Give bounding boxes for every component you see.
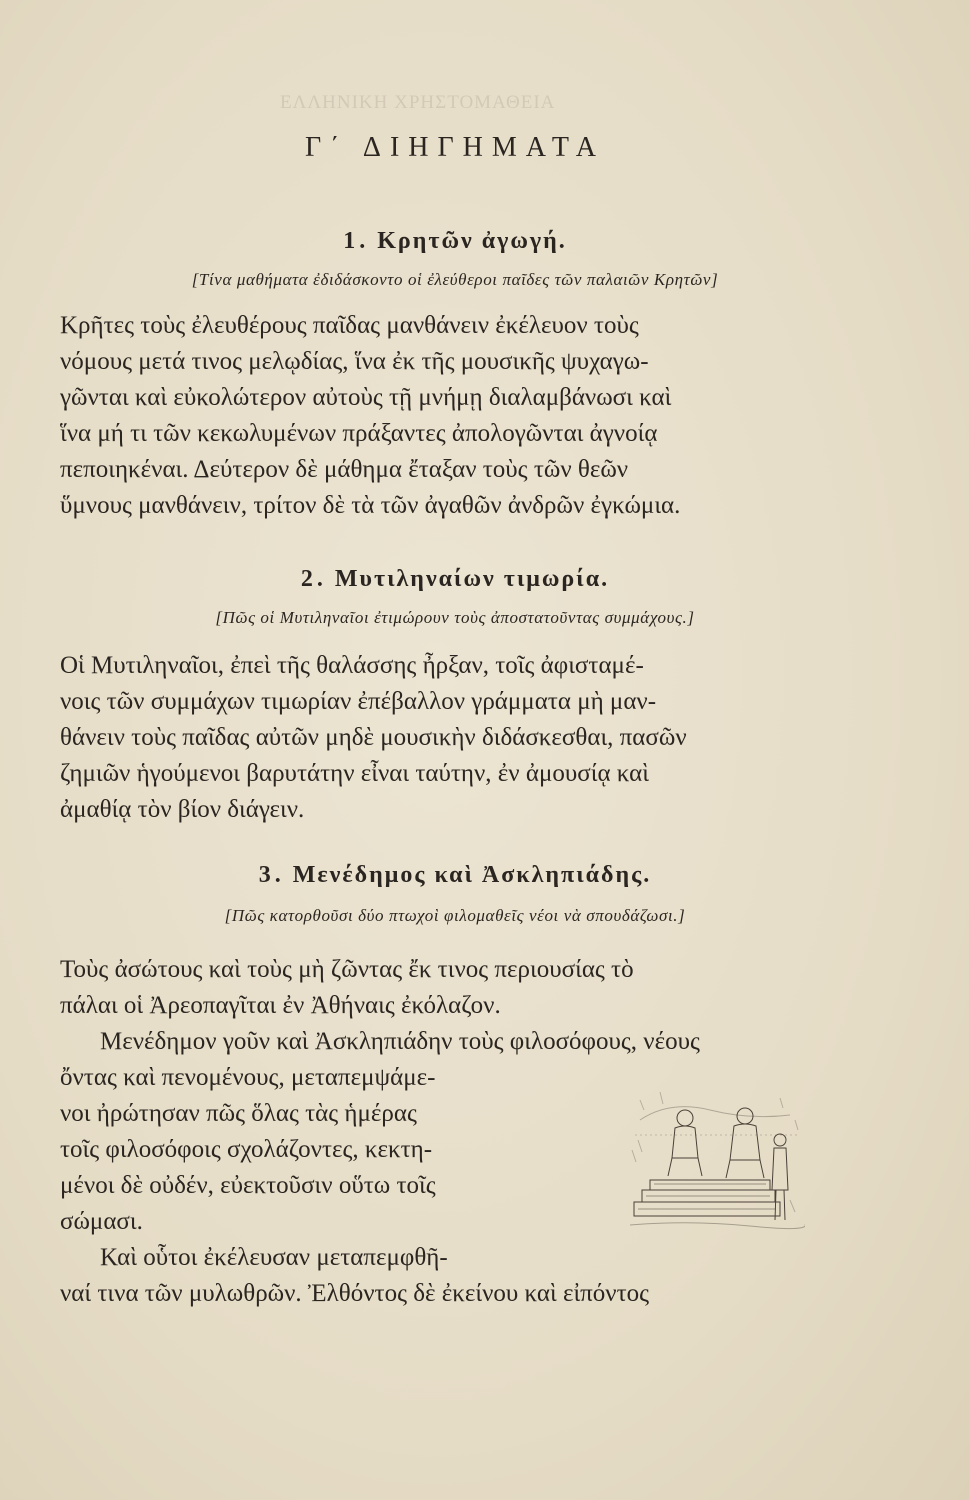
section-3-continuation (60, 1276, 840, 1312)
section-1-heading (60, 228, 850, 255)
section-title: Μενέδημος καὶ Ἀσκληπιάδης. (292, 862, 652, 888)
text-line: ναί τινα τῶν μυλωθρῶν. Ἐλθόντος δὲ ἐκείνου καὶ εἰπόντος (60, 1280, 650, 1307)
text-line: γῶνται καὶ εὐκολώτερον αὐτοὺς τῇ μνήμῃ διαλαμβάνωσι καὶ (60, 384, 672, 411)
section-title: Μυτιληναίων τιμωρία. (334, 566, 610, 592)
text-line: ὄντας καὶ πενομένους, μεταπεμψάμε- (60, 1064, 436, 1091)
section-3-subtitle: [Πῶς κατορθοῦσι δύο πτωχοὶ φιλομαθεῖς νέοι νὰ σπουδάζωσι.] (224, 906, 686, 925)
text-line: ἵνα μή τι τῶν κεκωλυμένων πράξαντες ἀπολογῶνται ἀγνοίᾳ (60, 420, 658, 447)
text-line: πάλαι οἱ Ἀρεοπαγῖται ἐν Ἀθήναις ἐκόλαζον. (60, 992, 501, 1019)
text-line: σώμασι. (60, 1208, 143, 1235)
text-line: θάνειν τοὺς παῖδας αὐτῶν μηδὲ μουσικὴν διδάσκεσθαι, πασῶν (60, 724, 687, 751)
bleed-through-text: ΕΛΛΗΝΙΚΗ ΧΡΗΣΤΟΜΑΘΕΙΑ (280, 92, 556, 113)
text-line: Οἱ Μυτιληναῖοι, ἐπεὶ τῆς θαλάσσης ἦρξαν, τοῖς ἀφισταμέ- (60, 652, 644, 679)
text-line: νοις τῶν συμμάχων τιμωρίαν ἐπέβαλλον γράμματα μὴ μαν- (60, 688, 657, 715)
text-line: μένοι δὲ οὐδέν, εὐεκτοῦσιν οὕτω τοῖς (60, 1172, 436, 1199)
section-number: 3. (258, 862, 285, 888)
section-2-subtitle: [Πῶς οἱ Μυτιληναῖοι ἐτιμώρουν τοὺς ἀποστατοῦντας συμμάχους.] (215, 608, 695, 627)
text-line: Κρῆτες τοὺς ἐλευθέρους παῖδας μανθάνειν ἐκέλευον τοὺς (60, 312, 639, 339)
text-line: Μενέδημον γοῦν καὶ Ἀσκληπιάδην τοὺς φιλοσόφους, νέους (100, 1028, 700, 1055)
section-3-heading (60, 862, 850, 889)
text-line: ὕμνους μανθάνειν, τρίτον δὲ τὰ τῶν ἀγαθῶν ἀνδρῶν ἐγκώμια. (60, 492, 681, 519)
text-line: ἀμαθίᾳ τὸν βίον διάγειν. (60, 796, 305, 823)
text-line: Τοὺς ἀσώτους καὶ τοὺς μὴ ζῶντας ἔκ τινος περιουσίας τὸ (60, 956, 634, 983)
engraving-illustration (630, 1080, 805, 1240)
section-title: Κρητῶν ἀγωγή. (377, 228, 567, 254)
chapter-title: Γ΄ ΔΙΗΓΗΜΑΤΑ (304, 132, 606, 163)
section-1-paragraph (60, 308, 840, 524)
section-3-paragraph (60, 952, 840, 1060)
text-line: ζημιῶν ἡγούμενοι βαρυτάτην εἶναι ταύτην, ἐν ἀμουσίᾳ καὶ (60, 760, 649, 787)
text-line: Καὶ οὗτοι ἐκέλευσαν μεταπεμφθῆ- (100, 1244, 448, 1271)
text-line: πεποιηκέναι. Δεύτερον δὲ μάθημα ἔταξαν τοὺς τῶν θεῶν (60, 456, 629, 483)
section-2-paragraph (60, 648, 840, 828)
text-line: τοῖς φιλοσόφοις σχολάζοντες, κεκτη- (60, 1136, 433, 1163)
section-number: 1. (343, 228, 370, 254)
section-1-subtitle: [Τίνα μαθήματα ἐδιδάσκοντο οἱ ἐλεύθεροι παῖδες τῶν παλαιῶν Κρητῶν] (191, 270, 719, 289)
section-number: 2. (300, 566, 327, 592)
section-2-heading (60, 566, 850, 593)
text-line: νόμους μετά τινος μελῳδίας, ἵνα ἐκ τῆς μουσικῆς ψυχαγω- (60, 348, 649, 375)
text-line: νοι ἠρώτησαν πῶς ὅλας τὰς ἡμέρας (60, 1100, 417, 1127)
section-3-wrapped-paragraph (60, 1060, 560, 1276)
